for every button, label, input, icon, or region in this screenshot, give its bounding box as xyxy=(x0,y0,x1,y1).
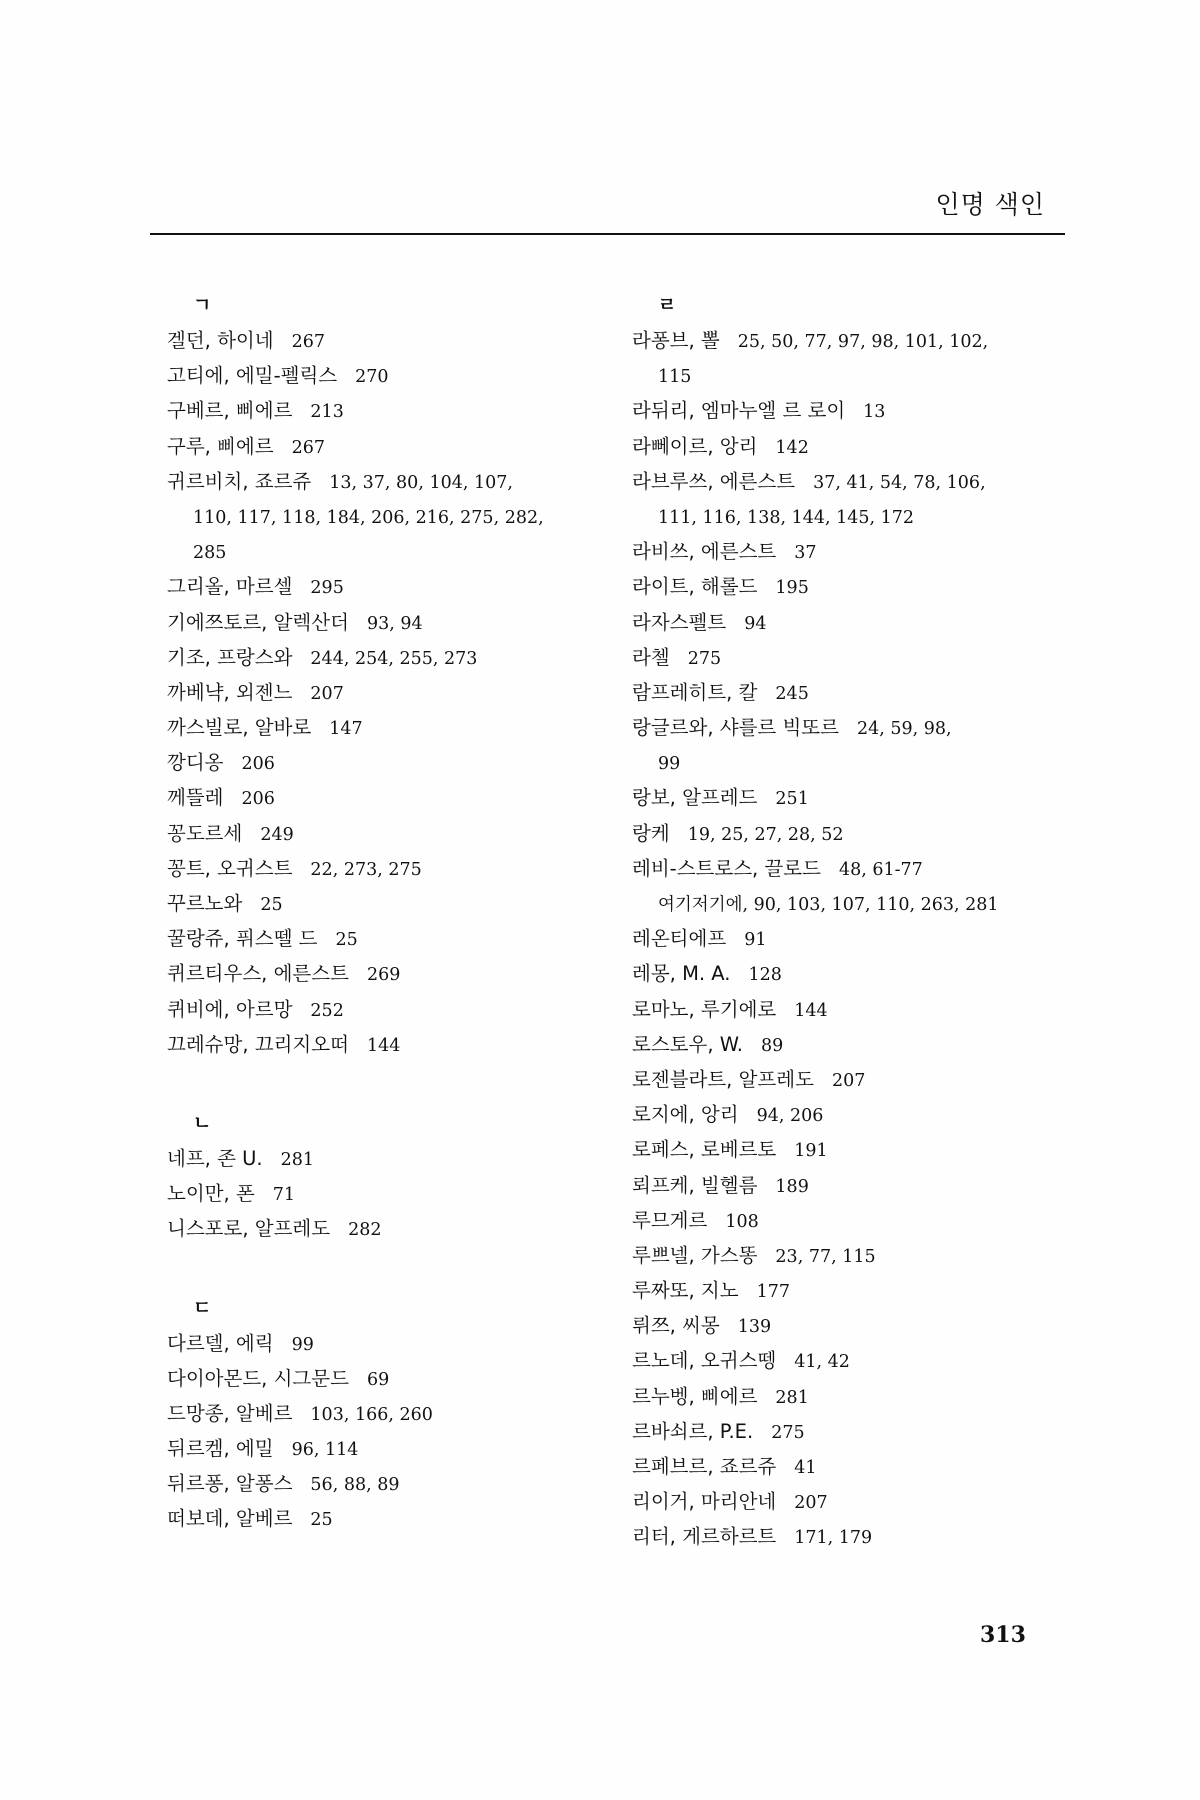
entry-pages: 23, 77, 115 xyxy=(775,1246,876,1267)
index-entry xyxy=(632,1168,1092,1203)
entry-name: 꽁도르세 xyxy=(167,821,243,845)
entry-pages: 267 xyxy=(291,437,325,458)
entry-pages: 189 xyxy=(775,1176,809,1197)
entry-pages: 281 xyxy=(775,1387,809,1408)
entry-name: 뤼쯔, 씨몽 xyxy=(632,1314,720,1338)
entry-name: 기에쯔토르, 알렉산더 xyxy=(167,610,349,634)
section-gap xyxy=(167,1247,637,1291)
entry-pages: 48, 61-77 xyxy=(838,859,923,880)
index-entry xyxy=(632,1308,1092,1343)
index-entry xyxy=(167,640,637,675)
entry-pages: 89 xyxy=(761,1035,784,1056)
entry-pages: 213 xyxy=(310,402,344,423)
entry-name: 떠보데, 알베르 xyxy=(167,1507,293,1531)
entry-name: 니스포로, 알프레도 xyxy=(167,1217,331,1241)
index-entry xyxy=(167,675,637,710)
index-entry xyxy=(167,605,637,640)
entry-name: 랑케 xyxy=(632,821,670,845)
section-gap xyxy=(167,1062,637,1106)
entry-pages: 25 xyxy=(310,1510,333,1531)
entry-pages: 142 xyxy=(775,437,809,458)
entry-name: 라자스펠트 xyxy=(632,610,727,634)
entry-pages: 267 xyxy=(291,332,325,352)
index-entry xyxy=(167,1466,637,1501)
index-entry xyxy=(632,393,1092,428)
index-entry xyxy=(167,1326,637,1361)
index-entry xyxy=(632,886,1092,921)
entry-pages: 191 xyxy=(794,1141,828,1162)
entry-pages: 94, 206 xyxy=(756,1106,824,1127)
entry-pages: 171, 179 xyxy=(794,1528,873,1549)
section-letter: ㄷ xyxy=(193,1296,212,1319)
entry-pages: 41 xyxy=(794,1458,817,1478)
index-entry xyxy=(632,1449,1092,1484)
entry-name: 로스토우, W. xyxy=(632,1032,743,1056)
entry-name: 르노데, 오귀스뗑 xyxy=(632,1349,777,1373)
entry-name: 루짜또, 지노 xyxy=(632,1279,739,1303)
index-entry xyxy=(632,1027,1092,1062)
entry-name: 랑보, 알프레드 xyxy=(632,786,758,810)
header-rule xyxy=(150,233,1065,235)
entry-name: 라뒤리, 엠마누엘 르 로이 xyxy=(632,399,846,423)
entry-pages: 37 xyxy=(794,543,817,564)
entry-pages: 244, 254, 255, 273 xyxy=(310,648,478,669)
entry-pages: 91 xyxy=(744,930,767,951)
index-entry xyxy=(632,464,1092,499)
index-entry xyxy=(632,1238,1092,1273)
entry-name: 다르델, 에릭 xyxy=(167,1331,274,1355)
entry-name: 라이트, 해롤드 xyxy=(632,575,758,599)
index-entry xyxy=(632,675,1092,710)
index-entry xyxy=(632,956,1092,991)
index-entry xyxy=(167,1176,637,1211)
entry-name: 레몽, M. A. xyxy=(632,962,731,986)
index-entry xyxy=(167,956,637,991)
entry-name: 리터, 게르하르트 xyxy=(632,1525,777,1549)
entry-name: 르페브르, 죠르쥬 xyxy=(632,1455,777,1478)
index-entry xyxy=(167,921,637,956)
entry-name: 그리올, 마르셀 xyxy=(167,575,293,599)
entry-pages: 96, 114 xyxy=(291,1440,359,1461)
index-entry xyxy=(167,323,637,358)
entry-pages: 252 xyxy=(310,1000,344,1021)
index-entry xyxy=(167,464,637,499)
entry-name: 노이만, 폰 xyxy=(167,1182,255,1206)
entry-name: 라퐁브, 뽈 xyxy=(632,329,720,352)
entry-pages: 93, 94 xyxy=(366,613,423,634)
entry-name: 드망종, 알베르 xyxy=(167,1401,293,1425)
entry-name: 루므게르 xyxy=(632,1208,708,1232)
index-entry xyxy=(167,886,637,921)
entry-name: 귀르비치, 죠르쥬 xyxy=(167,469,312,493)
entry-pages: 110, 117, 118, 184, 206, 216, 275, 282, xyxy=(193,507,544,528)
index-entry xyxy=(167,499,637,534)
entry-name: 퀴비에, 아르망 xyxy=(167,997,293,1021)
entry-name: 루쁘넬, 가스똥 xyxy=(632,1243,758,1267)
entry-name: 기조, 프랑스와 xyxy=(167,645,293,669)
entry-name: 다이아몬드, 시그문드 xyxy=(167,1366,349,1390)
entry-pages: 99 xyxy=(291,1334,314,1355)
entry-name: 구베르, 삐에르 xyxy=(167,399,293,423)
entry-name: 깡디옹 xyxy=(167,751,224,775)
index-entry xyxy=(632,323,1092,358)
page-number: 313 xyxy=(980,1622,1026,1648)
entry-name: 끄레슈망, 끄리지오떠 xyxy=(167,1032,349,1056)
index-entry xyxy=(167,393,637,428)
entry-pages: 282 xyxy=(348,1220,382,1241)
index-entry xyxy=(167,992,637,1027)
entry-pages: 37, 41, 54, 78, 106, xyxy=(813,472,986,493)
index-entry xyxy=(167,1501,637,1536)
entry-name: 까베냑, 외젠느 xyxy=(167,680,293,704)
entry-pages: 207 xyxy=(831,1070,866,1091)
entry-pages: 69 xyxy=(366,1369,390,1390)
entry-pages: 13, 37, 80, 104, 107, xyxy=(329,472,513,493)
entry-pages: 41, 42 xyxy=(794,1352,850,1373)
entry-name: 랑글르와, 샤를르 빅또르 xyxy=(632,716,839,740)
index-entry xyxy=(167,1141,637,1176)
entry-name: 라브루쓰, 에른스트 xyxy=(632,469,796,493)
index-entry xyxy=(632,429,1092,464)
entry-pages: 22, 273, 275 xyxy=(310,859,422,880)
entry-pages: 25 xyxy=(260,895,283,915)
entry-name: 뒤르켐, 에밀 xyxy=(167,1437,274,1461)
entry-name: 까스빌로, 알바로 xyxy=(167,716,312,740)
entry-name: 르누벵, 삐에르 xyxy=(632,1384,758,1408)
entry-name: 고티에, 에밀-펠릭스 xyxy=(167,364,338,388)
entry-pages: 147 xyxy=(329,719,363,740)
entry-name: 로마노, 루기에로 xyxy=(632,997,777,1021)
entry-pages: 206 xyxy=(241,754,275,775)
index-entry xyxy=(632,992,1092,1027)
section-letter: ㄱ xyxy=(193,294,212,316)
entry-name: 라첼 xyxy=(632,645,670,669)
index-entry xyxy=(632,605,1092,640)
entry-pages: 144 xyxy=(794,1000,828,1021)
entry-name: 께뜰레 xyxy=(167,786,224,810)
entry-pages: 281 xyxy=(280,1149,314,1170)
index-entry xyxy=(167,780,637,815)
entry-pages: 71 xyxy=(272,1185,296,1206)
entry-name: 꽁트, 오귀스트 xyxy=(167,856,293,880)
index-entry xyxy=(167,358,637,393)
index-entry xyxy=(167,429,637,464)
index-entry xyxy=(632,1519,1092,1554)
entry-name: 뢰프케, 빌헬름 xyxy=(632,1173,758,1197)
entry-pages: 56, 88, 89 xyxy=(310,1475,400,1496)
entry-name: 꾸르노와 xyxy=(167,892,243,915)
entry-name: 겔던, 하이네 xyxy=(167,329,274,352)
index-entry xyxy=(167,569,637,604)
entry-name: 퀴르티우스, 에른스트 xyxy=(167,962,349,986)
entry-pages: 177 xyxy=(756,1282,790,1303)
index-column-left xyxy=(167,288,637,1537)
entry-pages: 128 xyxy=(748,965,782,986)
entry-pages: 103, 166, 260 xyxy=(310,1404,433,1425)
index-entry xyxy=(632,1203,1092,1238)
index-entry xyxy=(167,1396,637,1431)
index-entry xyxy=(167,1431,637,1466)
entry-pages: 249 xyxy=(260,824,294,845)
entry-pages: 115 xyxy=(658,367,692,388)
entry-name: 뒤르퐁, 알퐁스 xyxy=(167,1472,293,1496)
entry-pages: 94 xyxy=(744,613,767,634)
entry-pages: 251 xyxy=(775,789,809,810)
entry-pages: 207 xyxy=(794,1493,828,1514)
index-entry xyxy=(632,640,1092,675)
entry-name: 리이거, 마리안네 xyxy=(632,1490,777,1514)
index-entry xyxy=(632,745,1092,780)
index-entry xyxy=(632,710,1092,745)
entry-pages: 99 xyxy=(658,754,681,775)
index-entry xyxy=(167,816,637,851)
index-entry xyxy=(167,851,637,886)
entry-name: 레비-스트로스, 끌로드 xyxy=(632,856,821,880)
index-entry xyxy=(632,816,1092,851)
entry-name: 람프레히트, 칼 xyxy=(632,680,758,704)
entry-pages: 295 xyxy=(310,578,344,599)
index-entry xyxy=(632,851,1092,886)
entry-pages: 108 xyxy=(725,1211,759,1232)
index-entry xyxy=(632,1273,1092,1308)
entry-pages: 여기저기에, 90, 103, 107, 110, 263, 281 xyxy=(658,895,999,915)
section-letter: ㄹ xyxy=(658,294,677,316)
index-entry xyxy=(632,1132,1092,1167)
entry-pages: 206 xyxy=(241,789,275,810)
index-entry xyxy=(632,1062,1092,1097)
index-entry xyxy=(632,358,1092,393)
entry-pages: 144 xyxy=(366,1035,401,1056)
index-entry xyxy=(632,1379,1092,1414)
entry-pages: 139 xyxy=(737,1317,772,1338)
entry-name: 구루, 삐에르 xyxy=(167,434,274,458)
index-entry xyxy=(167,710,637,745)
section-letter: ㄴ xyxy=(193,1111,212,1134)
entry-name: 로페스, 로베르토 xyxy=(632,1138,777,1162)
index-column-right xyxy=(632,288,1092,1555)
index-entry xyxy=(632,1097,1092,1132)
index-entry xyxy=(167,745,637,780)
entry-name: 로지에, 앙리 xyxy=(632,1103,739,1127)
entry-name: 꿀랑쥬, 퓌스뗄 드 xyxy=(167,927,318,951)
entry-name: 로젠블라트, 알프레도 xyxy=(632,1067,814,1091)
index-entry xyxy=(632,499,1092,534)
entry-name: 라뻬이르, 앙리 xyxy=(632,434,758,458)
entry-name: 네프, 존 U. xyxy=(167,1146,263,1170)
index-entry xyxy=(167,1027,637,1062)
entry-pages: 207 xyxy=(310,683,344,704)
entry-pages: 270 xyxy=(355,367,389,388)
entry-pages: 275 xyxy=(687,648,722,669)
entry-pages: 25, 50, 77, 97, 98, 101, 102, xyxy=(737,332,989,352)
index-entry xyxy=(632,1484,1092,1519)
index-entry xyxy=(167,1211,637,1246)
index-entry xyxy=(167,534,637,569)
index-entry xyxy=(632,1343,1092,1378)
entry-pages: 19, 25, 27, 28, 52 xyxy=(687,824,844,845)
entry-pages: 24, 59, 98, xyxy=(856,719,952,740)
page-header-title: 인명 색인 xyxy=(935,190,1045,219)
entry-name: 르바쇠르, P.E. xyxy=(632,1419,754,1443)
entry-pages: 285 xyxy=(193,543,227,564)
index-entry xyxy=(167,1361,637,1396)
entry-pages: 275 xyxy=(771,1422,805,1443)
entry-pages: 25 xyxy=(335,930,358,951)
index-entry xyxy=(632,534,1092,569)
entry-pages: 245 xyxy=(775,683,809,704)
index-entry xyxy=(632,569,1092,604)
index-entry xyxy=(632,780,1092,815)
index-entry xyxy=(632,1414,1092,1449)
entry-name: 레온티에프 xyxy=(632,927,727,951)
entry-pages: 111, 116, 138, 144, 145, 172 xyxy=(658,507,915,528)
entry-pages: 195 xyxy=(775,578,809,599)
entry-name: 라비쓰, 에른스트 xyxy=(632,540,777,564)
index-entry xyxy=(632,921,1092,956)
entry-pages: 269 xyxy=(366,965,401,986)
entry-pages: 13 xyxy=(863,402,886,423)
